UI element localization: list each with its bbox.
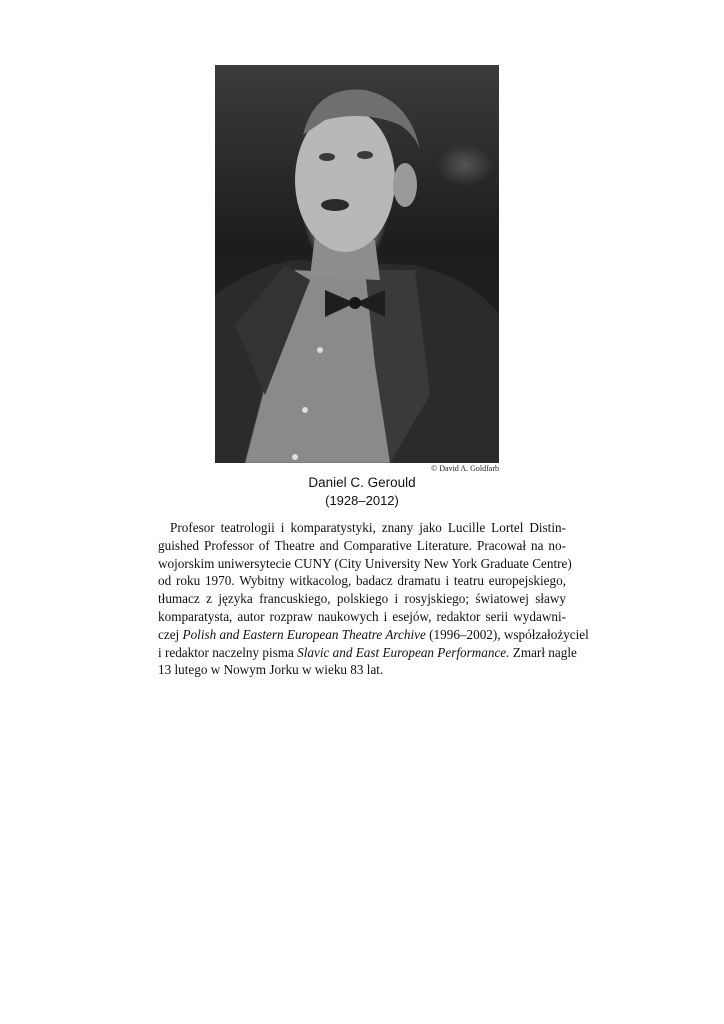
bio-line-6: komparatysta, autor rozpraw naukowych i esejów, redaktor serii wydawni- xyxy=(158,608,566,624)
series-title: Polish and Eastern European Theatre Archive xyxy=(182,626,426,642)
biography-paragraph xyxy=(158,519,589,679)
bio-line-2: guished Professor of Theatre and Comparative Literature. Pracował na no- xyxy=(158,537,566,553)
bio-line-8-end: Zmarł nagle xyxy=(509,644,577,660)
bio-line-9: 13 lutego w Nowym Jorku w wieku 83 lat. xyxy=(158,662,384,678)
portrait-photo xyxy=(215,65,499,463)
photo-credit: © David A. Goldfarb xyxy=(431,464,499,473)
bio-line-7 xyxy=(158,626,589,644)
bio-line-7-start: czej xyxy=(158,626,183,642)
journal-title: Slavic and East European Performance. xyxy=(297,644,510,660)
bio-line-7-end: (1996–2002), współzałożyciel xyxy=(425,626,589,642)
bio-line-8 xyxy=(158,644,577,662)
portrait-illustration xyxy=(215,65,499,463)
bio-line-1: Profesor teatrologii i komparatystyki, znany jako Lucille Lortel Distin- xyxy=(170,520,566,535)
person-name: Daniel C. Gerould xyxy=(308,475,416,490)
bio-line-3: wojorskim uniwersytecie CUNY (City University New York Graduate Centre) xyxy=(158,555,572,571)
person-dates: (1928–2012) xyxy=(325,493,399,508)
bio-line-4: od roku 1970. Wybitny witkacolog, badacz dramatu i teatru europejskiego, xyxy=(158,573,566,589)
bio-line-8-start: i redaktor naczelny pisma xyxy=(158,644,298,660)
bio-line-5: tłumacz z języka francuskiego, polskiego i rosyjskiego; światowej sławy xyxy=(158,591,566,607)
